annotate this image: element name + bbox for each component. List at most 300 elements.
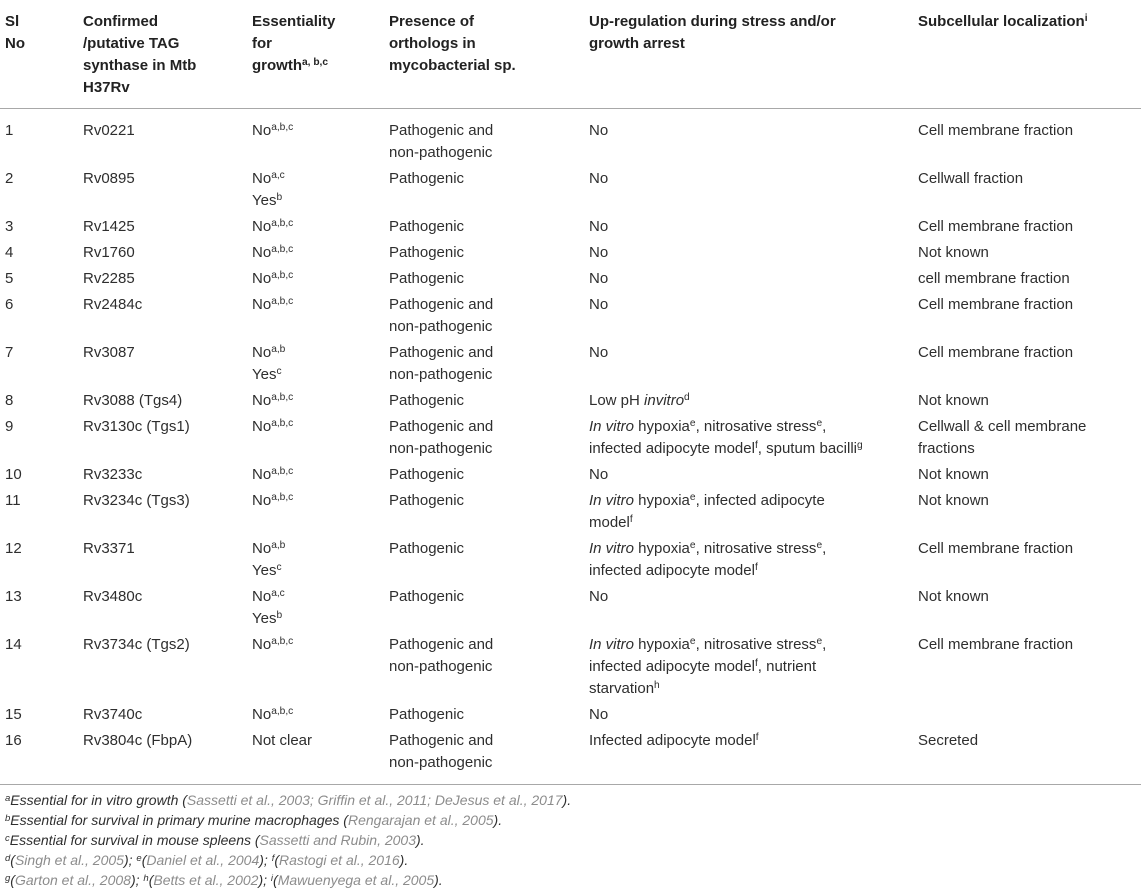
table-row [0,240,1141,266]
cell-line: Rv3234c (Tgs3) [83,492,190,509]
cell-essentiality-for-growth [252,462,389,488]
text-segment: hypoxia [634,540,690,557]
cell-line [252,464,389,486]
superscript-marker: f [754,562,758,574]
superscript-marker: f [629,514,633,526]
text-segment: ). [434,872,443,888]
cell-line [252,342,389,364]
text-segment: Yes [252,192,277,209]
text-segment: hypoxia [634,492,690,509]
cell-line: Pathogenic and [389,636,494,653]
cell-line: Pathogenic [389,270,465,287]
text-segment: ); [258,872,271,888]
superscript-marker: e [816,418,823,430]
text-segment: , nutrient [757,658,817,675]
column-header-presence-of-orthologs [389,0,589,109]
cell-presence-of-orthologs [389,166,589,214]
superscript-marker: g [5,872,11,884]
cell-sl-no [0,292,83,340]
text-segment: No [252,170,272,187]
cell-presence-of-orthologs [389,536,589,584]
cell-up-regulation [589,536,918,584]
superscript-marker: e [689,540,696,552]
superscript-marker: e [816,540,823,552]
superscript-marker: e [136,852,142,864]
text-segment: model [589,514,630,531]
cell-line: 14 [5,636,22,653]
cell-line: Pathogenic [389,540,465,557]
cell-line: Pathogenic [389,244,465,261]
superscript-marker: a,b,c [271,296,294,308]
cell-subcellular-localization [918,388,1141,414]
italic-text: In vitro [589,418,635,435]
table-row [0,488,1141,536]
cell-essentiality-for-growth [252,388,389,414]
cell-line: No [589,466,609,483]
cell-essentiality-for-growth [252,166,389,214]
cell-line: No [589,706,609,723]
superscript-marker: a,b,c [271,270,294,282]
table-row [0,584,1141,632]
cell-line: No [589,344,609,361]
text-segment: No [252,244,272,261]
text-segment: Subcellular localization [918,13,1085,30]
cell-line: Essentiality [252,13,336,30]
table-row [0,388,1141,414]
superscript-marker: f [754,440,758,452]
cell-line: Rv1425 [83,218,135,235]
cell-presence-of-orthologs [389,632,589,702]
cell-up-regulation [589,728,918,785]
superscript-marker: a,b,c [271,244,294,256]
superscript-marker: e [689,492,696,504]
cell-sl-no [0,214,83,240]
cell-line [252,364,389,386]
cell-line: Rv0221 [83,122,135,139]
text-segment: infected adipocyte model [589,562,755,579]
cell-line: fractions [918,440,975,457]
text-segment: infected adipocyte model [589,658,755,675]
cell-up-regulation [589,240,918,266]
cell-line: Rv0895 [83,170,135,187]
text-segment: No [252,344,272,361]
cell-line: Rv3371 [83,540,135,557]
text-segment: ( [274,852,280,868]
cell-line: 7 [5,344,14,361]
cell-essentiality-for-growth [252,340,389,388]
cell-line: 12 [5,540,22,557]
text-segment: hypoxia [634,636,690,653]
superscript-marker: a,b,c [271,392,294,404]
text-segment: , nitrosative stress [695,418,817,435]
text-segment: No [252,392,272,409]
superscript-marker: a,c [271,588,285,600]
text-segment: ). [493,812,503,828]
text-segment: No [252,418,272,435]
cell-line [589,490,918,512]
cell-tag-synthase [83,388,252,414]
footnote [0,790,1145,810]
cell-line: synthase in Mtb [83,57,197,74]
cell-sl-no [0,632,83,702]
cell-line [252,168,389,190]
cell-line: non-pathogenic [389,144,493,161]
superscript-marker: a,b,c [271,636,294,648]
cell-line: Pathogenic and [389,122,494,139]
cell-line: Cell membrane fraction [918,636,1074,653]
citation-reference: Daniel et al., 2004 [146,852,260,868]
superscript-marker: a,b,c [271,122,294,134]
cell-line: H37Rv [83,79,130,96]
cell-line: orthologs in [389,35,476,52]
text-segment: No [252,296,272,313]
superscript-marker: c [276,562,282,574]
table-header [0,0,1141,109]
table-row [0,632,1141,702]
footnote [0,830,1145,850]
cell-line: 5 [5,270,14,287]
cell-line: cell membrane fraction [918,270,1070,287]
cell-sl-no [0,462,83,488]
cell-line: 6 [5,296,14,313]
cell-up-regulation [589,266,918,292]
cell-line: Cell membrane fraction [918,218,1074,235]
cell-line [589,634,918,656]
cell-tag-synthase [83,702,252,728]
cell-line: No [589,296,609,313]
superscript-marker: i [270,872,274,884]
table-row [0,462,1141,488]
superscript-marker: f [271,852,275,864]
cell-line: Not known [918,244,989,261]
cell-line: Pathogenic [389,492,465,509]
cell-line: Not known [918,392,989,409]
cell-presence-of-orthologs [389,388,589,414]
superscript-marker: b [276,192,283,204]
superscript-marker: i [1084,13,1088,25]
superscript-marker: c [276,366,282,378]
cell-line [589,416,918,438]
text-segment: Essential for in vitro growth ( [10,792,187,808]
cell-line: 3 [5,218,14,235]
cell-up-regulation [589,584,918,632]
cell-tag-synthase [83,536,252,584]
text-segment: ( [10,852,15,868]
cell-line: No [589,270,609,287]
cell-essentiality-for-growth [252,266,389,292]
table-row [0,266,1141,292]
cell-sl-no [0,584,83,632]
cell-line: Rv3233c [83,466,143,483]
cell-line: non-pathogenic [389,440,493,457]
table-body [0,109,1141,785]
superscript-marker: f [754,658,758,670]
text-segment: starvation [589,680,655,697]
cell-line: Not clear [252,732,313,749]
cell-line: No [5,35,25,52]
cell-line: Rv2285 [83,270,135,287]
cell-tag-synthase [83,340,252,388]
text-segment: , [822,636,827,653]
cell-line [252,560,389,582]
cell-line: mycobacterial sp. [389,57,516,74]
cell-up-regulation [589,214,918,240]
text-segment: ( [148,872,154,888]
superscript-marker: a,b,c [271,218,294,230]
cell-sl-no [0,266,83,292]
cell-line: 4 [5,244,14,261]
cell-line: non-pathogenic [389,318,493,335]
cell-line [252,634,389,656]
cell-line: for [252,35,272,52]
text-segment: Yes [252,366,277,383]
cell-subcellular-localization [918,240,1141,266]
cell-line: Rv3480c [83,588,143,605]
text-segment: No [252,706,272,723]
table-footnotes [0,785,1145,890]
cell-line [589,538,918,560]
citation-reference: Garton et al., 2008 [14,872,131,888]
text-segment: , sputum bacilli [757,440,857,457]
citation-reference: Mawuenyega et al., 2005 [277,872,435,888]
cell-line: Rv3130c (Tgs1) [83,418,190,435]
superscript-marker: h [654,680,660,692]
cell-sl-no [0,166,83,214]
cell-presence-of-orthologs [389,462,589,488]
text-segment: No [252,492,272,509]
footnote [0,810,1145,830]
cell-line [589,560,918,582]
cell-essentiality-for-growth [252,632,389,702]
cell-essentiality-for-growth [252,488,389,536]
cell-line: Sl [5,13,20,30]
cell-subcellular-localization [918,166,1141,214]
column-header-essentiality-for-growth [252,0,389,109]
cell-tag-synthase [83,292,252,340]
cell-presence-of-orthologs [389,414,589,462]
cell-up-regulation [589,462,918,488]
cell-line: non-pathogenic [389,754,493,771]
text-segment: ); [259,852,272,868]
cell-sl-no [0,536,83,584]
cell-line: Rv3804c (FbpA) [83,732,193,749]
cell-line: Presence of [389,13,475,30]
cell-up-regulation [589,414,918,462]
text-segment: No [252,466,272,483]
cell-line [589,730,918,752]
cell-essentiality-for-growth [252,536,389,584]
italic-text: invitro [644,392,685,409]
superscript-marker: a,b [271,344,286,356]
text-segment: , [822,418,827,435]
superscript-marker: b [5,812,11,824]
cell-essentiality-for-growth [252,240,389,266]
cell-line: Rv3740c [83,706,143,723]
cell-line [252,190,389,212]
cell-line [252,538,389,560]
cell-line: 16 [5,732,22,749]
cell-presence-of-orthologs [389,292,589,340]
cell-subcellular-localization [918,536,1141,584]
superscript-marker: f [755,732,759,744]
cell-sl-no [0,340,83,388]
text-segment: ( [10,872,15,888]
cell-sl-no [0,488,83,536]
superscript-marker: c [5,832,10,844]
text-segment: , infected adipocyte [695,492,825,509]
cell-line [252,704,389,726]
cell-line: No [589,588,609,605]
cell-line: 10 [5,466,22,483]
cell-line [589,656,918,678]
cell-line: Pathogenic [389,392,465,409]
text-segment: Yes [252,562,277,579]
footnote [0,870,1145,890]
column-header-subcellular-localization [918,0,1141,109]
table-row [0,728,1141,785]
cell-presence-of-orthologs [389,266,589,292]
cell-line: 8 [5,392,14,409]
text-segment: Essential for survival in primary murine macrophages ( [10,812,348,828]
text-segment: No [252,636,272,653]
cell-line: Rv1760 [83,244,135,261]
cell-essentiality-for-growth [252,414,389,462]
cell-line [589,390,918,412]
citation-reference: Rengarajan et al., 2005 [347,812,494,828]
cell-line: 11 [5,492,21,509]
cell-up-regulation [589,632,918,702]
cell-line: Cell membrane fraction [918,344,1074,361]
cell-line [252,294,389,316]
superscript-marker: a,b [271,540,286,552]
cell-subcellular-localization [918,584,1141,632]
cell-line: 2 [5,170,14,187]
cell-sl-no [0,728,83,785]
superscript-marker: a,b,c [271,418,294,430]
cell-tag-synthase [83,728,252,785]
citation-reference: Rastogi et al., 2016 [279,852,400,868]
cell-line: No [589,170,609,187]
cell-presence-of-orthologs [389,728,589,785]
superscript-marker: a,c [271,170,285,182]
text-segment: ); [130,872,144,888]
cell-presence-of-orthologs [389,240,589,266]
cell-essentiality-for-growth [252,109,389,167]
text-segment: , nitrosative stress [695,636,817,653]
cell-essentiality-for-growth [252,292,389,340]
cell-tag-synthase [83,109,252,167]
cell-line [918,11,1141,33]
cell-line: Rv3088 (Tgs4) [83,392,183,409]
column-header-tag-synthase [83,0,252,109]
cell-line [252,390,389,412]
cell-line: No [589,244,609,261]
text-segment: Low pH [589,392,645,409]
cell-up-regulation [589,388,918,414]
cell-line: Pathogenic [389,170,465,187]
cell-line [589,678,918,700]
cell-subcellular-localization [918,292,1141,340]
cell-tag-synthase [83,266,252,292]
italic-text: In vitro [589,540,635,557]
cell-tag-synthase [83,166,252,214]
cell-line: Pathogenic and [389,296,494,313]
text-segment: No [252,122,272,139]
superscript-marker: a,b,c [271,706,294,718]
cell-subcellular-localization [918,109,1141,167]
cell-line [589,512,918,534]
text-segment: ( [141,852,147,868]
cell-tag-synthase [83,214,252,240]
cell-line: Cell membrane fraction [918,122,1074,139]
cell-line: Pathogenic [389,218,465,235]
cell-essentiality-for-growth [252,584,389,632]
cell-essentiality-for-growth [252,214,389,240]
cell-line: Not known [918,492,989,509]
cell-line: Pathogenic and [389,418,494,435]
cell-sl-no [0,109,83,167]
cell-line: Pathogenic [389,588,465,605]
text-segment: No [252,270,272,287]
cell-tag-synthase [83,488,252,536]
cell-up-regulation [589,340,918,388]
cell-line [252,416,389,438]
cell-presence-of-orthologs [389,702,589,728]
cell-line: Not known [918,466,989,483]
table-row [0,292,1141,340]
cell-line: No [589,122,609,139]
superscript-marker: g [857,440,863,452]
text-segment: Infected adipocyte model [589,732,756,749]
cell-tag-synthase [83,240,252,266]
text-segment: No [252,588,272,605]
cell-line: Confirmed [83,13,158,30]
cell-line [252,216,389,238]
cell-line: 15 [5,706,22,723]
italic-text: In vitro [589,492,635,509]
table-row [0,214,1141,240]
table-row [0,536,1141,584]
cell-presence-of-orthologs [389,488,589,536]
superscript-marker: a,b,c [271,466,294,478]
text-segment: No [252,218,272,235]
superscript-marker: e [689,418,696,430]
text-segment: , nitrosative stress [695,540,817,557]
cell-tag-synthase [83,462,252,488]
cell-essentiality-for-growth [252,728,389,785]
cell-line: Rv3734c (Tgs2) [83,636,190,653]
cell-line [252,120,389,142]
cell-line: non-pathogenic [389,658,493,675]
cell-subcellular-localization [918,462,1141,488]
cell-line [252,608,389,630]
cell-tag-synthase [83,584,252,632]
table-row [0,702,1141,728]
table-row [0,109,1141,167]
header-row [0,0,1141,109]
text-segment: hypoxia [634,418,690,435]
cell-line: 13 [5,588,22,605]
cell-presence-of-orthologs [389,109,589,167]
cell-line: non-pathogenic [389,366,493,383]
citation-reference: Sassetti and Rubin, 2003 [259,832,416,848]
cell-up-regulation [589,109,918,167]
text-segment: ). [399,852,409,868]
cell-line [252,55,389,77]
citation-reference: Sassetti et al., 2003; Griffin et al., 2011; DeJesus et al., 2017 [186,792,563,808]
cell-subcellular-localization [918,340,1141,388]
italic-text: In vitro [589,636,635,653]
